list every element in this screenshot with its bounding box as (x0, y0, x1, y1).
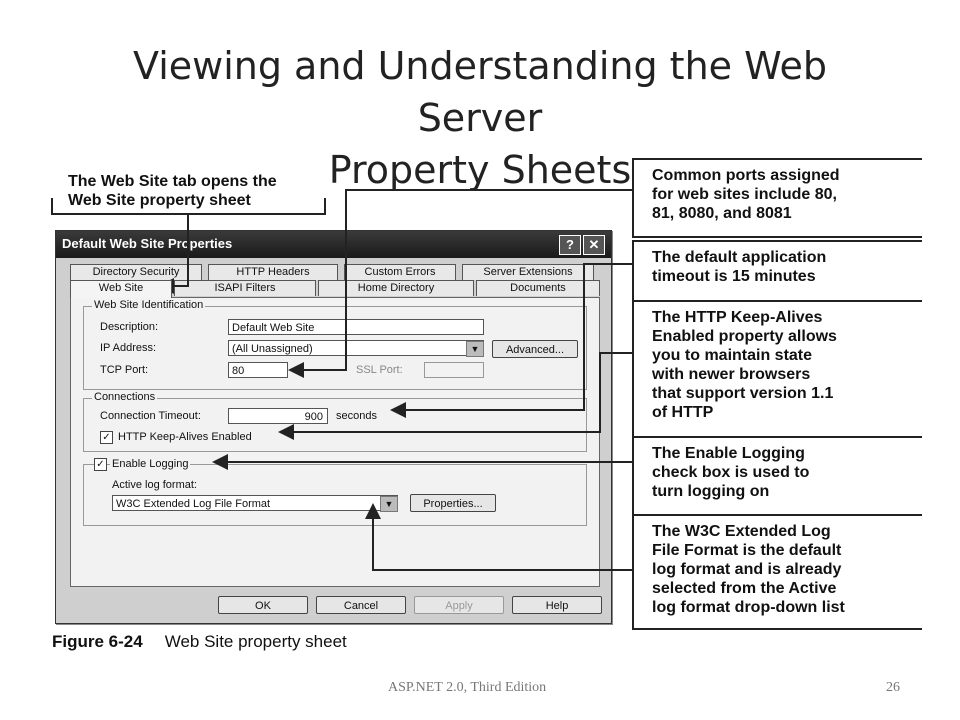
cancel-button[interactable]: Cancel (316, 596, 406, 614)
callout-line: selected from the Active (652, 580, 837, 597)
enable-logging-checkbox[interactable]: ✓ (94, 458, 107, 471)
callout-line: The W3C Extended Log (652, 523, 831, 540)
description-label: Description: (100, 321, 159, 333)
pointer-keep-alives (280, 353, 632, 432)
tab-server-extensions[interactable]: Server Extensions (462, 264, 594, 280)
callout-line: check box is used to (652, 464, 810, 481)
connections-group-label: Connections (94, 391, 156, 403)
slide-title-line1: Viewing and Understanding the Web Server (133, 44, 827, 140)
callout-line: Enabled property allows (652, 328, 837, 345)
chevron-down-icon[interactable]: ▼ (466, 341, 484, 357)
connection-timeout-field[interactable]: 900 (228, 408, 328, 424)
callout-line: 81, 8080, and 8081 (652, 205, 792, 222)
callout-line: log format and is already (652, 561, 842, 578)
pointer-common-ports (290, 190, 632, 370)
dialog-title: Default Web Site Properties (62, 236, 233, 251)
ok-button[interactable]: OK (218, 596, 308, 614)
callout-line: The default application (652, 249, 827, 266)
chevron-down-icon[interactable]: ▼ (380, 496, 398, 512)
pointer-web-site-tab (160, 214, 188, 286)
connection-timeout-label: Connection Timeout: (100, 410, 201, 422)
callout-line: with newer browsers (652, 366, 811, 383)
callout-line: The HTTP Keep-Alives (652, 309, 823, 326)
close-icon[interactable]: ✕ (583, 235, 605, 255)
active-log-format-label: Active log format: (112, 479, 197, 491)
help-button[interactable]: Help (512, 596, 602, 614)
callout-line: for web sites include 80, (652, 186, 837, 203)
tcp-port-field[interactable]: 80 (228, 362, 288, 378)
footer-source: ASP.NET 2.0, Third Edition (388, 680, 547, 695)
tab-home-directory[interactable]: Home Directory (318, 280, 474, 296)
slide-title-line2: Property Sheets (328, 148, 632, 192)
apply-button: Apply (414, 596, 504, 614)
advanced-button[interactable]: Advanced... (492, 340, 578, 358)
figure-caption (52, 632, 347, 652)
identification-group-label: Web Site Identification (94, 299, 204, 311)
callout-line: you to maintain state (652, 347, 813, 364)
keep-alives-label: HTTP Keep-Alives Enabled (118, 431, 252, 443)
callout-line: that support version 1.1 (652, 385, 834, 402)
pointer-w3c-format (373, 505, 632, 570)
tab-isapi-filters[interactable]: ISAPI Filters (174, 280, 316, 296)
log-format-select[interactable]: W3C Extended Log File Format (112, 495, 398, 511)
figure-number: Figure 6-24 (52, 632, 143, 651)
callout-line: File Format is the default (652, 542, 842, 559)
tab-custom-errors[interactable]: Custom Errors (344, 264, 456, 280)
help-icon[interactable]: ? (559, 235, 581, 255)
timeout-unit-label: seconds (336, 410, 377, 422)
page-number: 26 (886, 680, 900, 695)
description-field[interactable]: Default Web Site (228, 319, 484, 335)
tab-http-headers[interactable]: HTTP Headers (208, 264, 338, 280)
tab-directory-security[interactable]: Directory Security (70, 264, 202, 280)
tab-web-site[interactable]: Web Site (70, 280, 172, 298)
callout-line: turn logging on (652, 483, 770, 500)
ip-address-select[interactable]: (All Unassigned) (228, 340, 484, 356)
callout-line: log format drop-down list (652, 599, 845, 616)
tab-documents[interactable]: Documents (476, 280, 600, 296)
figure-caption-text: Web Site property sheet (164, 632, 347, 651)
pointer-timeout (392, 264, 632, 410)
pointer-web-site-tab-bracket (52, 198, 325, 214)
callout-line: timeout is 15 minutes (652, 268, 816, 285)
enable-logging-label: Enable Logging (112, 458, 189, 470)
callout-line: The Enable Logging (652, 445, 805, 462)
log-properties-button[interactable]: Properties... (410, 494, 496, 512)
callout-line: of HTTP (652, 404, 714, 421)
callout-line: Common ports assigned (652, 167, 840, 184)
callout-line: Web Site property sheet (68, 192, 251, 209)
callout-line: The Web Site tab opens the (68, 173, 277, 190)
tcp-port-label: TCP Port: (100, 364, 149, 376)
ssl-port-label: SSL Port: (356, 364, 403, 376)
keep-alives-checkbox[interactable]: ✓ (100, 431, 113, 444)
ip-address-label: IP Address: (100, 342, 157, 354)
